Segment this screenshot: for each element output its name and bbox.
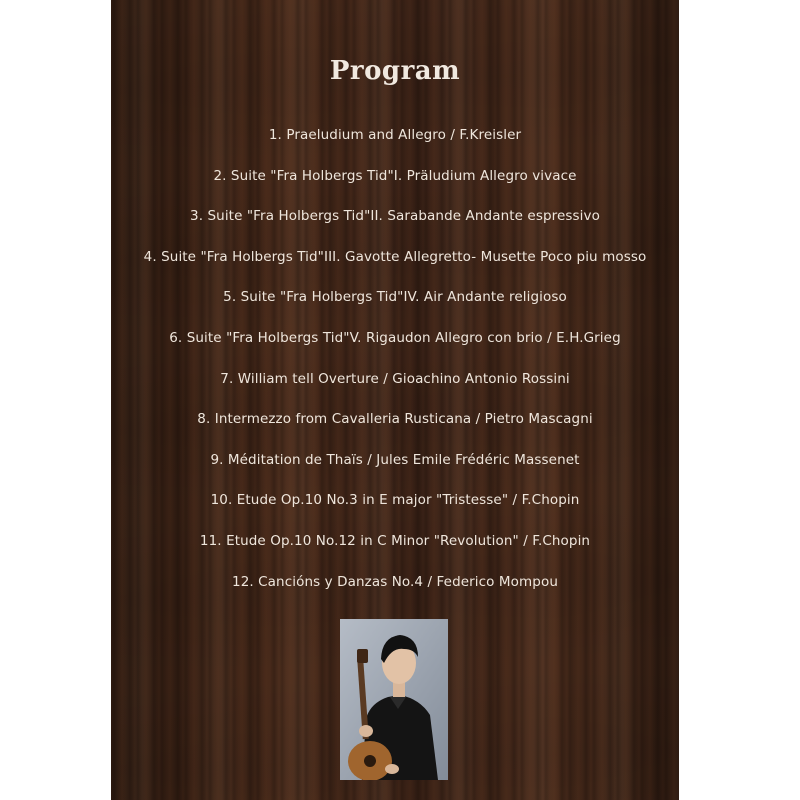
program-item-3: 3. Suite "Fra Holbergs Tid"II. Sarabande Andante espressivo: [190, 208, 600, 225]
program-item-4: 4. Suite "Fra Holbergs Tid"III. Gavotte Allegretto- Musette Poco piu mosso: [143, 248, 647, 265]
program-item-12: 12. Cancións y Danzas No.4 / Federico Mompou: [232, 573, 558, 590]
performer-photo: [340, 619, 448, 780]
program-title: Program: [329, 56, 461, 86]
program-item-10: 10. Etude Op.10 No.3 in E major "Tristesse" / F.Chopin: [210, 492, 580, 509]
program-item-9: 9. Méditation de Thaïs / Jules Emile Frédéric Massenet: [210, 451, 580, 468]
program-page: [111, 0, 679, 800]
program-list: [111, 124, 679, 611]
program-item-8: 8. Intermezzo from Cavalleria Rusticana / Pietro Mascagni: [197, 411, 593, 428]
program-item-2: 2. Suite "Fra Holbergs Tid"I. Präludium Allegro vivace: [213, 167, 577, 184]
program-item-6: 6. Suite "Fra Holbergs Tid"V. Rigaudon Allegro con brio / E.H.Grieg: [169, 329, 621, 346]
program-item-1: 1. Praeludium and Allegro / F.Kreisler: [268, 127, 522, 143]
program-item-5: 5. Suite "Fra Holbergs Tid"IV. Air Andante religioso: [223, 289, 567, 306]
program-item-11: 11. Etude Op.10 No.12 in C Minor "Revolution" / F.Chopin: [199, 532, 591, 549]
program-item-7: 7. William tell Overture / Gioachino Antonio Rossini: [220, 370, 570, 387]
performer-with-guitar-illustration: [340, 619, 448, 780]
